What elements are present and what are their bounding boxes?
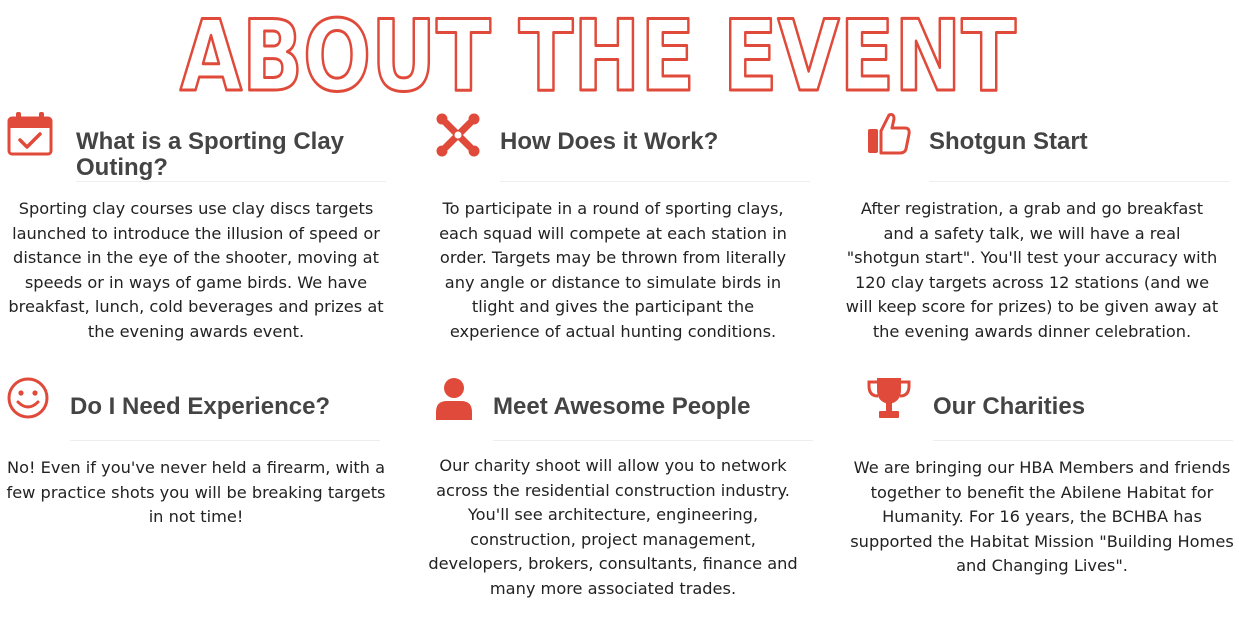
card-body: No! Even if you've never held a firearm, with a few practice shots you will be breaking targets in not time! [6, 458, 386, 527]
card-body: After registration, a grab and go breakfast and a safety talk, we will have a real "shotgun start". You'll test your accuracy with 120 clay targets across 12 stations (and we will keep score for prizes) to be given away at the evening awards dinner celebration. [845, 199, 1219, 341]
card-title: How Does it Work? [500, 128, 719, 155]
info-card-charities [845, 370, 1239, 590]
card-title: What is a Sporting Clay Outing? [76, 128, 345, 181]
info-card-sporting-clay [0, 105, 400, 355]
info-card-experience [0, 370, 400, 570]
divider [500, 181, 810, 182]
card-body: Our charity shoot will allow you to network across the residential construction industry. You'll see architecture, engineering, construction, project management, developers, brokers, consultants, finance and many more associated trades. [428, 456, 798, 598]
card-title: Meet Awesome People [493, 393, 751, 420]
calendar-check-icon [6, 109, 54, 157]
card-body: We are bringing our HBA Members and friends together to benefit the Abilene Habitat for Humanity. For 16 years, the BCHBA has supported the Habitat Mission "Building Homes and Changing Lives". [850, 458, 1234, 576]
info-card-how-it-works [420, 105, 820, 355]
card-title: Shotgun Start [929, 128, 1088, 155]
info-card-meet-people [420, 370, 820, 610]
page-title [0, 2, 1239, 102]
divider [76, 181, 386, 182]
card-title: Our Charities [933, 393, 1086, 420]
smiley-face-icon [4, 374, 52, 422]
trophy-icon [865, 374, 913, 422]
divider [933, 440, 1233, 441]
person-icon [434, 374, 482, 422]
divider [493, 440, 813, 441]
info-card-shotgun-start [845, 105, 1239, 355]
page-title-text: ABOUT THE EVENT [180, 2, 1017, 102]
card-body: Sporting clay courses use clay discs targets launched to introduce the illusion of speed or distance in the eye of the shooter, moving at speeds or in ways of game birds. We have breakfast, lunch, cold beverages and prizes at the evening awards event. [8, 199, 384, 341]
card-body: To participate in a round of sporting clays, each squad will compete at each station in order. Targets may be thrown from literally any angle or distance to simulate birds in tlight and gives the participant the experience of actual hunting conditions. [439, 199, 787, 341]
divider [929, 181, 1229, 182]
card-title: Do I Need Experience? [70, 393, 331, 420]
divider [70, 440, 380, 441]
thumbs-up-icon [865, 109, 913, 157]
joomla-logo-icon [434, 111, 482, 159]
